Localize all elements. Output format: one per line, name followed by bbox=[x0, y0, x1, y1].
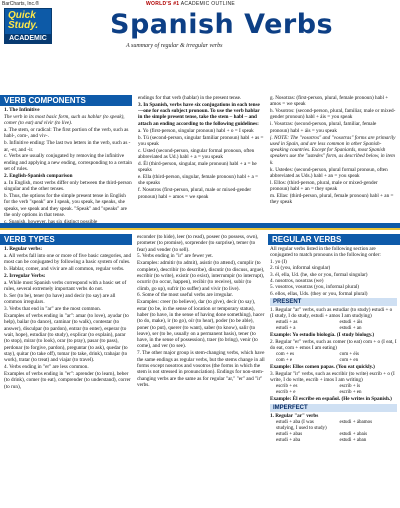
verb-components-col1 bbox=[4, 107, 132, 223]
vc-item: l. Ellos: (third-person, plural, male or mixed-gender pronoun) habl + an = they speak bbox=[270, 179, 378, 193]
conj-cell: estudi + aba (I was studying, I used to study) bbox=[276, 419, 327, 431]
vc-item: endings for that verb (hablar) in the present tense. bbox=[138, 95, 242, 101]
conj-cell: com + en bbox=[339, 358, 359, 364]
rv-pronoun: 4. nosotros, nosotras (we) bbox=[270, 278, 324, 285]
vc-item: k. Ustedes: (second-person, plural formal pronoun, often abbreviated as Uds.) habl + an = you speak bbox=[270, 166, 388, 179]
vc-item: e. Ella (third-person, singular, female pronoun) habl + a = she speaks bbox=[138, 174, 259, 187]
vc-item: g. Nosotras: (first-person, plural, female pronoun) habl + amos = we speak bbox=[270, 95, 389, 108]
regular-verbs-col bbox=[270, 246, 397, 506]
tag-world: WORLD'S #1 bbox=[146, 1, 180, 7]
vc-item: 3. In Spanish, verbs have six conjugations in each tense—one for each subject pronoun. To use the verb hablar in the simple present tense, take the stem – habl – and attach an ending according to the following guidelines: bbox=[138, 101, 260, 127]
present-ir-table bbox=[270, 384, 397, 396]
imperfect-subheading: IMPERFECT bbox=[270, 404, 397, 412]
section-divider-accent bbox=[0, 228, 400, 230]
logo-line1: Quick bbox=[8, 10, 36, 21]
present-subheading: PRESENT bbox=[270, 298, 397, 306]
conj-cell: escrib + es bbox=[276, 384, 298, 390]
quickstudy-logo bbox=[4, 8, 52, 44]
vc-item: c. Verbs are usually conjugated by removing the infinitive ending and applying a new ending, corresponding to a certain set of rules. bbox=[4, 153, 132, 173]
imperfect-ar-rule: 1. Regular "ar" verbs bbox=[270, 412, 319, 419]
verb-components-col3 bbox=[270, 95, 396, 223]
vc-item: a. The stem, or radical: The first portion of the verb, such as habl-, com-, and viv-. bbox=[4, 127, 129, 140]
conj-cell: estudi + an bbox=[339, 326, 362, 332]
vt-item: 7. The other major group is stem-changing verbs, which have the same endings as regular verbs, but the stems change in all forms except nosotros and vosotros (the forms in which the stem is not stressed in pronunciation). Endings for non-stem-changing verbs are the same as for regular "ar," "er" and "ir" verbs. bbox=[137, 350, 265, 388]
vc-item: m. Ellas: (third-person, plural, female pronoun) habl + an = they speak bbox=[270, 193, 394, 206]
rv-pronoun: 1. yo (I) bbox=[270, 259, 287, 266]
verb-components-heading: VERB COMPONENTS bbox=[0, 95, 132, 106]
imperfect-ar-table bbox=[270, 420, 397, 444]
rv-pronoun: 5. vosotros, vosotras (you, informal plural) bbox=[270, 284, 360, 291]
vc-item: j. NOTE: The "vosotros" and "vosotras" forms are primarily used in Spain, and are less common in other Spanish-speaking countries. Except for Spaniards, most Spanish speakers use the "ustedes" form, as described below, in item k. bbox=[270, 134, 396, 166]
vt-item: b. Ser (to be), tener (to have) and decir (to say) are all common irregulars. bbox=[4, 293, 116, 306]
vt-item: a. While most Spanish verbs correspond with a basic set of rules, several extremely important verbs do not. bbox=[4, 279, 127, 293]
present-er-table bbox=[270, 352, 397, 364]
vt-item: Examples of verbs ending in "er": aprender (to learn), beber (to drink), comer (to eat), comprender (to understand), correr (to run), bbox=[4, 370, 131, 390]
vc-item: a. Yo (first-person, singular pronoun) habl + o = I speak bbox=[138, 127, 254, 134]
logo-text bbox=[8, 11, 38, 31]
verb-types-col2 bbox=[137, 234, 265, 506]
vc-item: b. Tú (second-person, singular familiar pronoun) habl + as = you speak bbox=[138, 134, 264, 147]
conj-cell: escrib + e bbox=[276, 390, 296, 396]
academic-tag bbox=[146, 1, 235, 7]
vc-item: b. Infinitive ending: The last two letters in the verb, such as -ar, -er, and -ir. bbox=[4, 140, 131, 153]
verb-types-col1 bbox=[4, 246, 132, 506]
conj-cell: estudi + a bbox=[276, 326, 296, 332]
vt-item: Examples of verbs ending in "ar": amar (to love), ayudar (to help), bailar (to dance), caminar (to walk), contestar (to answer), disculpar (to pardon), entrar (to enter), esperar (to wait, hope), estudiar (to study), explicar (to explain), parar (to stop), mirar (to look), orar (to pray), pasar (to pass), perdonar (to forgive, pardon), preguntar (to ask), quedar (to stay), quitar (to take off), tomar (to take, drink), trabajar (to work), tratar (to treat) and viajar (to travel). bbox=[4, 313, 129, 364]
vc-item: b. Thus, the options for the simple present tense in English for the verb "speak" are I speak, you speak, he speaks, she speaks, we speak and they speak. "Speak" and "speaks" are the only options in that tense. bbox=[4, 193, 127, 218]
conj-cell: com + e bbox=[276, 358, 293, 364]
publisher-name: BarCharts, Inc.® bbox=[2, 1, 40, 7]
vt-item: 4. Verbs ending in "er" are less common. bbox=[4, 364, 89, 371]
regular-verbs-heading: REGULAR VERBS bbox=[268, 234, 400, 245]
present-er-example: Example: Ellos comen papas. (You eat quickly.) bbox=[270, 364, 375, 371]
vt-item: 1. Regular verbs: bbox=[4, 246, 43, 252]
conj-cell: escrib + en bbox=[339, 390, 362, 396]
vc-item: c. Usted (second-person, singular formal pronoun, often abbreviated as Ud.) habl + a = you speak bbox=[138, 147, 255, 161]
present-ar-table bbox=[270, 320, 397, 332]
present-er-rule: 2. Regular "er" verbs, such as comer (to eat) com + o (I eat, I do eat, com + emos I am eating) bbox=[270, 339, 397, 352]
page-title: Spanish Verbs bbox=[110, 9, 334, 40]
vc-item: f. Nosotros (first-person, plural, male or mixed-gender pronoun) habl + amos = we speak bbox=[138, 187, 252, 200]
conj-cell: estudi + abais bbox=[339, 431, 368, 437]
vt-item: 2. Irregular Verbs: bbox=[4, 272, 46, 279]
present-ir-example: Example: Él escribe en español. (He writes in Spanish.) bbox=[270, 396, 392, 403]
conj-cell: estudi + abas bbox=[276, 431, 303, 437]
rv-intro: All regular verbs listed in the following section are conjugated to match pronouns in the following order: bbox=[270, 246, 381, 259]
vc-item: a. In English, most verbs differ only between the third-person singular and the other tenses. bbox=[4, 179, 132, 193]
vt-item: Examples: admitir (to admit), asistir (to attend), cumplir (to complete), describir (to describe), discutir (to discuss, argue), escribir (to write), existir (to exist), interrumpir (to interrupt), ocurrir (to occur, happen), recibir (to receive), subir (to climb, go up), sufrir (to suffer) and vivir (to live). bbox=[137, 260, 265, 292]
conj-cell: estudi + as bbox=[276, 320, 298, 326]
vc-item: 1. The Infinitive bbox=[4, 107, 40, 113]
conj-cell: escrib + ís bbox=[339, 384, 361, 390]
rv-pronoun: 3. él, ella, Ud. (he, she or you, formal singular) bbox=[270, 271, 368, 278]
present-ar-example: Example: Yo estudio biología. (I study biology.) bbox=[270, 332, 375, 339]
tag-rest: ACADEMIC OUTLINE bbox=[180, 1, 236, 7]
vt-item: Examples: creer (to believe), dar (to give), decir (to say), estar (to be, in the sense of location or temporary status), haber (to have, in the sense of having done something), hacer (to do, make), ir (to go), oír (to hear), poder (to be able), poner (to put), querer (to want), saber (to know), salir (to leave), ser (to be, usually on a permanent basis), tener (to have, in the sense of possession), traer (to bring), venir (to come), and ver (to see). bbox=[137, 299, 265, 350]
vc-item: d. Él (third-person, singular, male pronoun) habl + a = he speaks bbox=[138, 160, 257, 174]
conj-cell: estudi + aba bbox=[276, 437, 301, 443]
vc-item: h. Vosotros: (second-person, plural, familiar, male or mixed-gender pronoun) habl + áis = you speak bbox=[270, 108, 396, 121]
vc-item: 2. English-Spanish comparison bbox=[4, 172, 73, 179]
verb-types-heading: VERB TYPES bbox=[0, 234, 132, 245]
vt-item: b. Hablar, comer, and vivir are all common, regular verbs. bbox=[4, 266, 125, 273]
conj-cell: estudi + ábamos bbox=[339, 419, 373, 425]
vc-item: c. Spanish, however, has six distinct possible bbox=[4, 218, 98, 223]
vc-item: The verb in its most basic form, such as hablar (to speak), comer (to eat) and vivir (to live). bbox=[4, 113, 125, 127]
present-ar-rule: 1. Regular "ar" verbs, such as estudiar (to study) estudi + o (I study, I do study, estudi + amos I am studying) bbox=[270, 306, 393, 320]
vt-item: esconder (to hide), leer (to read), poseer (to possess, own), prometer (to promise), sorprender (to surprise), temer (to fear) and vender (to sell). bbox=[137, 234, 259, 253]
logo-line2: Study. bbox=[8, 20, 39, 31]
present-ir-rule: 3. Regular "ir" verbs, such as escribir (to write) escrib + o (I write, I do write, escrib + imos I am writing) bbox=[270, 371, 395, 384]
page-subtitle: A summary of regular & irregular verbs bbox=[126, 43, 223, 49]
logo-academic: ACADEMIC bbox=[5, 34, 51, 43]
vt-item: a. All verbs fall into one or more of five basic categories, and most can be conjugated by following a basic system of rules. bbox=[4, 252, 132, 266]
header bbox=[0, 8, 400, 52]
conj-cell: com + éis bbox=[339, 352, 359, 358]
conj-cell: com + es bbox=[276, 352, 295, 358]
rv-pronoun: 6. ellos, ellas, Uds. (they or you, formal plural) bbox=[270, 290, 368, 297]
vt-item: 3. Verbs that end in "ar" are the most common. bbox=[4, 306, 102, 313]
conj-cell: estudi + áis bbox=[339, 320, 363, 326]
rv-pronoun: 2. tú (you, informal singular) bbox=[270, 265, 331, 272]
vt-item: 6. Some of the most useful verbs are irregular. bbox=[137, 292, 233, 299]
vt-item: 5. Verbs ending in "ir" are fewer yet. bbox=[137, 253, 214, 260]
verb-components-col2 bbox=[138, 95, 264, 223]
vc-item: i. Vosotras: (second-person, plural, familiar, female pronoun) habl + áis = you speak bbox=[270, 121, 377, 134]
conj-cell: estudi + aban bbox=[339, 437, 367, 443]
